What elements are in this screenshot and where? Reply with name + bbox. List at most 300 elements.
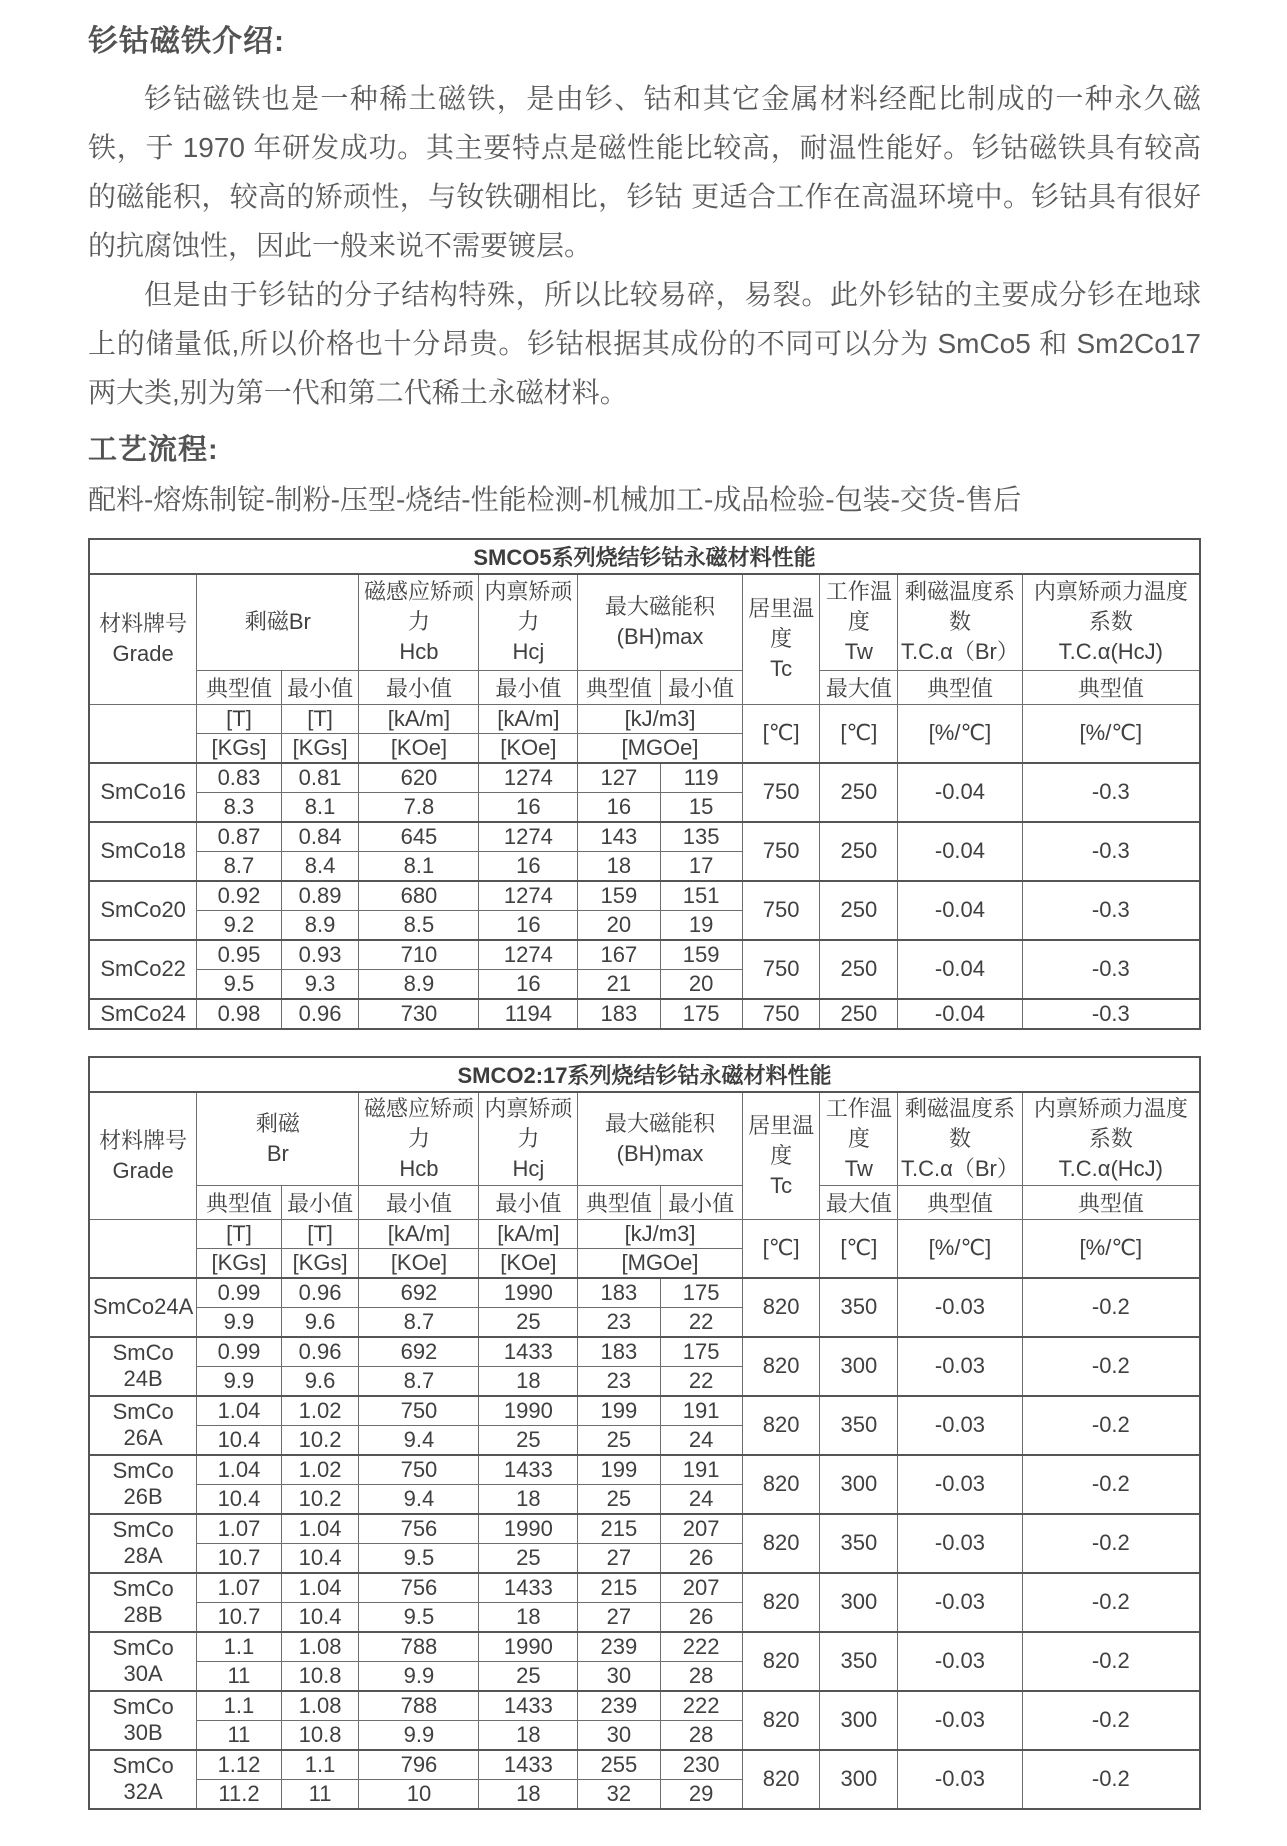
cgs-value-cell: 30 xyxy=(578,1720,660,1750)
si-value-cell: 1433 xyxy=(479,1337,578,1367)
tc-value-cell: 820 xyxy=(742,1278,820,1337)
tc-value-cell: 750 xyxy=(742,763,820,822)
tc-header-line1: 居里温度 xyxy=(748,596,815,652)
tca-br-value-cell: -0.03 xyxy=(898,1750,1022,1809)
si-value-cell: 0.95 xyxy=(197,940,281,970)
tw-value-cell: 300 xyxy=(820,1455,898,1514)
hcb-unit-si: [kA/m] xyxy=(359,1219,479,1248)
si-value-cell: 1.07 xyxy=(197,1514,281,1544)
si-value-cell: 175 xyxy=(660,1337,742,1367)
tca-hcj-value-cell: -0.2 xyxy=(1022,1455,1200,1514)
si-value-cell: 1274 xyxy=(479,822,578,852)
tca-br-header-line2: T.C.α（Br） xyxy=(901,1155,1019,1181)
si-value-cell: 215 xyxy=(578,1514,660,1544)
tca-hcj-value-cell: -0.3 xyxy=(1022,999,1200,1029)
tw-header-line1: 工作温度 xyxy=(825,579,892,635)
cgs-value-cell: 24 xyxy=(660,1425,742,1455)
cgs-value-cell: 20 xyxy=(660,969,742,999)
cgs-value-cell: 10 xyxy=(359,1779,479,1809)
si-value-cell: 1433 xyxy=(479,1750,578,1780)
tw-value-cell: 350 xyxy=(820,1632,898,1691)
si-value-cell: 0.92 xyxy=(197,881,281,911)
si-value-cell: 0.99 xyxy=(197,1337,281,1367)
table-row xyxy=(89,1514,1200,1544)
tca-hcj-value-cell: -0.2 xyxy=(1022,1396,1200,1455)
cgs-value-cell: 8.3 xyxy=(197,792,281,822)
cgs-value-cell: 22 xyxy=(660,1307,742,1337)
grade-cell: SmCo 28A xyxy=(89,1514,197,1573)
bhmax-column-header xyxy=(578,1092,742,1186)
tca-br-header-line2: T.C.α（Br） xyxy=(901,639,1019,665)
hcj-header-line2: Hcj xyxy=(512,1155,545,1181)
table-row xyxy=(89,1632,1200,1662)
tca-br-value-cell: -0.03 xyxy=(898,1573,1022,1632)
tca-br-header-line1: 剩磁温度系数 xyxy=(904,579,1015,635)
cgs-value-cell: 9.6 xyxy=(281,1307,359,1337)
si-value-cell: 175 xyxy=(660,999,742,1029)
cgs-value-cell: 24 xyxy=(660,1484,742,1514)
table-row xyxy=(89,1455,1200,1485)
cgs-value-cell: 27 xyxy=(578,1543,660,1573)
tw-max-label: 最大值 xyxy=(820,1185,898,1219)
hcb-min-label: 最小值 xyxy=(359,670,479,704)
hcb-header-line2: Hcb xyxy=(399,1155,439,1181)
cgs-value-cell: 28 xyxy=(660,1720,742,1750)
hcj-column-header xyxy=(479,574,578,670)
cgs-value-cell: 28 xyxy=(660,1661,742,1691)
si-value-cell: 692 xyxy=(359,1337,479,1367)
cgs-value-cell: 23 xyxy=(578,1307,660,1337)
grade-header-line1: 材料牌号 xyxy=(99,611,188,637)
si-value-cell: 215 xyxy=(578,1573,660,1603)
hcb-header-line2: Hcb xyxy=(399,639,439,665)
grade-cell: SmCo 28B xyxy=(89,1573,197,1632)
tca-hcj-value-cell: -0.2 xyxy=(1022,1514,1200,1573)
cgs-value-cell: 9.5 xyxy=(197,969,281,999)
smco217-table-title: SMCO2:17系列烧结钐钴永磁材料性能 xyxy=(89,1057,1200,1092)
hcb-column-header xyxy=(359,1092,479,1186)
si-value-cell: 680 xyxy=(359,881,479,911)
cgs-value-cell: 25 xyxy=(479,1661,578,1691)
tca-hcj-value-cell: -0.2 xyxy=(1022,1278,1200,1337)
tca-hcj-value-cell: -0.3 xyxy=(1022,940,1200,999)
cgs-value-cell: 8.7 xyxy=(197,851,281,881)
si-value-cell: 191 xyxy=(660,1455,742,1485)
si-value-cell: 183 xyxy=(578,1278,660,1308)
tca-hcj-column-header xyxy=(1022,1092,1200,1186)
br-column-header xyxy=(197,1092,359,1186)
tc-value-cell: 820 xyxy=(742,1632,820,1691)
cgs-value-cell: 9.4 xyxy=(359,1425,479,1455)
cgs-value-cell: 26 xyxy=(660,1602,742,1632)
tca-br-typical-label: 典型值 xyxy=(898,670,1022,704)
si-value-cell: 1.02 xyxy=(281,1396,359,1426)
br-header-line1: 剩磁 xyxy=(255,1110,300,1136)
cgs-value-cell: 27 xyxy=(578,1602,660,1632)
hcb-header-line1: 磁感应矫顽力 xyxy=(363,579,474,635)
tc-unit: [℃] xyxy=(742,1219,820,1278)
cgs-value-cell: 10.4 xyxy=(281,1602,359,1632)
smco5-performance-table xyxy=(88,538,1201,1030)
hcj-unit-cgs: [KOe] xyxy=(479,1248,578,1278)
tc-unit: [℃] xyxy=(742,704,820,763)
hcj-header-line1: 内禀矫顽力 xyxy=(484,579,573,635)
si-value-cell: 207 xyxy=(660,1514,742,1544)
si-value-cell: 151 xyxy=(660,881,742,911)
cgs-value-cell: 30 xyxy=(578,1661,660,1691)
br-min-label: 最小值 xyxy=(281,670,359,704)
smco217-header xyxy=(89,1057,1200,1278)
si-value-cell: 756 xyxy=(359,1573,479,1603)
cgs-value-cell: 25 xyxy=(578,1425,660,1455)
cgs-value-cell: 9.9 xyxy=(359,1720,479,1750)
tca-hcj-value-cell: -0.2 xyxy=(1022,1750,1200,1809)
cgs-value-cell: 10.8 xyxy=(281,1720,359,1750)
tc-value-cell: 750 xyxy=(742,940,820,999)
tca-br-header-line1: 剩磁温度系数 xyxy=(904,1095,1015,1151)
cgs-value-cell: 10.8 xyxy=(281,1661,359,1691)
tca-br-value-cell: -0.03 xyxy=(898,1632,1022,1691)
cgs-value-cell: 18 xyxy=(479,1366,578,1396)
tc-header-line2: Tc xyxy=(770,656,793,682)
si-value-cell: 1274 xyxy=(479,881,578,911)
tw-value-cell: 250 xyxy=(820,881,898,940)
cgs-value-cell: 16 xyxy=(479,910,578,940)
cgs-value-cell: 8.7 xyxy=(359,1307,479,1337)
tw-value-cell: 300 xyxy=(820,1750,898,1809)
tca-br-value-cell: -0.04 xyxy=(898,940,1022,999)
cgs-value-cell: 10.4 xyxy=(197,1425,281,1455)
bhmax-unit-si: [kJ/m3] xyxy=(578,704,742,733)
cgs-value-cell: 9.4 xyxy=(359,1484,479,1514)
cgs-value-cell: 18 xyxy=(479,1602,578,1632)
tca-hcj-unit: [%/℃] xyxy=(1022,704,1200,763)
si-value-cell: 1433 xyxy=(479,1455,578,1485)
si-value-cell: 756 xyxy=(359,1514,479,1544)
grade-cell: SmCo18 xyxy=(89,822,197,881)
hcb-unit-cgs: [KOe] xyxy=(359,1248,479,1278)
cgs-value-cell: 11 xyxy=(281,1779,359,1809)
br-column-header xyxy=(197,574,359,670)
si-value-cell: 620 xyxy=(359,763,479,793)
grade-cell: SmCo24A xyxy=(89,1278,197,1337)
tca-br-column-header xyxy=(898,1092,1022,1186)
cgs-value-cell: 10.2 xyxy=(281,1425,359,1455)
cgs-value-cell: 9.5 xyxy=(359,1543,479,1573)
grade-header-line1: 材料牌号 xyxy=(99,1127,188,1153)
process-flow-line: 配料-熔炼制锭-制粉-压型-烧结-性能检测-机械加工-成品检验-包装-交货-售后 xyxy=(88,484,1022,515)
intro-paragraph-2: 但是由于钐钴的分子结构特殊，所以比较易碎，易裂。此外钐钴的主要成分钐在地球上的储量低,所以价格也十分昂贵。钐钴根据其成份的不同可以分为 SmCo5 和 Sm2Co17 两大类,别为第一代和第二代稀土永磁材料。 xyxy=(88,279,1201,408)
tca-br-value-cell: -0.04 xyxy=(898,822,1022,881)
table-row xyxy=(89,999,1200,1029)
tw-value-cell: 300 xyxy=(820,1337,898,1396)
cgs-value-cell: 32 xyxy=(578,1779,660,1809)
si-value-cell: 1.08 xyxy=(281,1632,359,1662)
cgs-value-cell: 22 xyxy=(660,1366,742,1396)
cgs-value-cell: 10.4 xyxy=(281,1543,359,1573)
cgs-value-cell: 7.8 xyxy=(359,792,479,822)
tca-br-value-cell: -0.03 xyxy=(898,1455,1022,1514)
si-value-cell: 1274 xyxy=(479,763,578,793)
grade-column-header xyxy=(89,574,197,704)
intro-paragraph-1: 钐钴磁铁也是一种稀土磁铁，是由钐、钴和其它金属材料经配比制成的一种永久磁铁，于 1970 年研发成功。其主要特点是磁性能比较高，耐温性能好。钐钴磁铁具有较高的磁能积，较高的矫顽性，与钕铁硼相比，钐钴 更适合工作在高温环境中。钐钴具有很好的抗腐蚀性，因此一般来说不需要镀层。 xyxy=(88,83,1201,261)
cgs-value-cell: 25 xyxy=(479,1543,578,1573)
si-value-cell: 1990 xyxy=(479,1514,578,1544)
cgs-value-cell: 8.7 xyxy=(359,1366,479,1396)
tc-value-cell: 750 xyxy=(742,999,820,1029)
tw-value-cell: 250 xyxy=(820,763,898,822)
tc-value-cell: 820 xyxy=(742,1396,820,1455)
cgs-value-cell: 25 xyxy=(479,1307,578,1337)
tc-value-cell: 750 xyxy=(742,822,820,881)
si-value-cell: 1274 xyxy=(479,940,578,970)
cgs-value-cell: 25 xyxy=(479,1425,578,1455)
tca-br-value-cell: -0.04 xyxy=(898,999,1022,1029)
cgs-value-cell: 9.3 xyxy=(281,969,359,999)
grade-cell: SmCo24 xyxy=(89,999,197,1029)
si-value-cell: 1.04 xyxy=(197,1396,281,1426)
si-value-cell: 1433 xyxy=(479,1691,578,1721)
table-row xyxy=(89,1278,1200,1308)
si-value-cell: 183 xyxy=(578,999,660,1029)
tw-value-cell: 350 xyxy=(820,1396,898,1455)
tca-br-value-cell: -0.04 xyxy=(898,881,1022,940)
bhmax-min-label: 最小值 xyxy=(660,670,742,704)
cgs-value-cell: 20 xyxy=(578,910,660,940)
si-value-cell: 1.1 xyxy=(281,1750,359,1780)
table-row xyxy=(89,1337,1200,1367)
hcb-unit-cgs: [KOe] xyxy=(359,733,479,763)
si-value-cell: 645 xyxy=(359,822,479,852)
grade-header-line2: Grade xyxy=(112,1157,174,1183)
si-value-cell: 750 xyxy=(359,1455,479,1485)
hcb-min-label: 最小值 xyxy=(359,1185,479,1219)
tc-value-cell: 820 xyxy=(742,1691,820,1750)
tc-header-line1: 居里温度 xyxy=(748,1112,815,1168)
cgs-value-cell: 10.4 xyxy=(197,1484,281,1514)
tw-value-cell: 350 xyxy=(820,1514,898,1573)
tca-hcj-value-cell: -0.2 xyxy=(1022,1573,1200,1632)
tw-unit: [℃] xyxy=(820,1219,898,1278)
tca-hcj-unit: [%/℃] xyxy=(1022,1219,1200,1278)
si-value-cell: 0.96 xyxy=(281,1337,359,1367)
cgs-value-cell: 16 xyxy=(479,969,578,999)
tca-br-value-cell: -0.03 xyxy=(898,1691,1022,1750)
cgs-value-cell: 8.9 xyxy=(359,969,479,999)
cgs-value-cell: 9.9 xyxy=(197,1366,281,1396)
hcj-min-label: 最小值 xyxy=(479,1185,578,1219)
tca-br-value-cell: -0.03 xyxy=(898,1514,1022,1573)
bhmax-header-line1: 最大磁能积 xyxy=(605,1110,716,1136)
cgs-value-cell: 8.9 xyxy=(281,910,359,940)
hcb-unit-si: [kA/m] xyxy=(359,704,479,733)
tw-unit: [℃] xyxy=(820,704,898,763)
si-value-cell: 1990 xyxy=(479,1278,578,1308)
br-min-unit-cgs: [KGs] xyxy=(281,1248,359,1278)
cgs-value-cell: 9.5 xyxy=(359,1602,479,1632)
bhmax-unit-cgs: [MGOe] xyxy=(578,733,742,763)
table-row xyxy=(89,763,1200,793)
hcj-unit-si: [kA/m] xyxy=(479,704,578,733)
cgs-value-cell: 16 xyxy=(578,792,660,822)
cgs-value-cell: 9.2 xyxy=(197,910,281,940)
hcj-unit-si: [kA/m] xyxy=(479,1219,578,1248)
br-min-unit-si: [T] xyxy=(281,1219,359,1248)
smco5-header xyxy=(89,539,1200,763)
cgs-value-cell: 21 xyxy=(578,969,660,999)
cgs-value-cell: 8.5 xyxy=(359,910,479,940)
table-row xyxy=(89,822,1200,852)
cgs-value-cell: 29 xyxy=(660,1779,742,1809)
cgs-value-cell: 25 xyxy=(578,1484,660,1514)
grade-header-line2: Grade xyxy=(112,641,174,667)
tca-hcj-header-line1: 内禀矫顽力温度系数 xyxy=(1033,579,1188,635)
cgs-value-cell: 11 xyxy=(197,1720,281,1750)
si-value-cell: 0.84 xyxy=(281,822,359,852)
grade-cell: SmCo22 xyxy=(89,940,197,999)
br-min-unit-cgs: [KGs] xyxy=(281,733,359,763)
si-value-cell: 135 xyxy=(660,822,742,852)
br-typ-unit-si: [T] xyxy=(197,704,281,733)
si-value-cell: 159 xyxy=(578,881,660,911)
cgs-value-cell: 15 xyxy=(660,792,742,822)
tca-hcj-value-cell: -0.3 xyxy=(1022,822,1200,881)
cgs-value-cell: 26 xyxy=(660,1543,742,1573)
grade-cell: SmCo 30B xyxy=(89,1691,197,1750)
tc-header-line2: Tc xyxy=(770,1172,793,1198)
cgs-value-cell: 9.9 xyxy=(197,1307,281,1337)
si-value-cell: 199 xyxy=(578,1396,660,1426)
cgs-value-cell: 10.7 xyxy=(197,1602,281,1632)
grade-cell: SmCo 30A xyxy=(89,1632,197,1691)
grade-cell: SmCo16 xyxy=(89,763,197,822)
table-row xyxy=(89,1396,1200,1426)
br-header-line2: Br xyxy=(266,1140,289,1166)
grade-cell: SmCo20 xyxy=(89,881,197,940)
tw-header-line1: 工作温度 xyxy=(825,1095,892,1151)
tw-header-line2: Tw xyxy=(844,639,873,665)
si-value-cell: 222 xyxy=(660,1691,742,1721)
tw-max-label: 最大值 xyxy=(820,670,898,704)
br-min-unit-si: [T] xyxy=(281,704,359,733)
si-value-cell: 199 xyxy=(578,1455,660,1485)
si-value-cell: 0.99 xyxy=(197,1278,281,1308)
intro-heading: 钐钴磁铁介绍: xyxy=(88,25,285,58)
tca-hcj-value-cell: -0.2 xyxy=(1022,1691,1200,1750)
tc-value-cell: 820 xyxy=(742,1455,820,1514)
hcj-header-line2: Hcj xyxy=(512,639,545,665)
si-value-cell: 1.1 xyxy=(197,1691,281,1721)
cgs-value-cell: 10.2 xyxy=(281,1484,359,1514)
si-value-cell: 1433 xyxy=(479,1573,578,1603)
tca-hcj-value-cell: -0.3 xyxy=(1022,763,1200,822)
tc-value-cell: 820 xyxy=(742,1337,820,1396)
table-row xyxy=(89,1750,1200,1780)
br-min-label: 最小值 xyxy=(281,1185,359,1219)
si-value-cell: 183 xyxy=(578,1337,660,1367)
tca-hcj-header-line2: T.C.α(HcJ) xyxy=(1058,1155,1164,1181)
grade-cell: SmCo 32A xyxy=(89,1750,197,1809)
cgs-value-cell: 17 xyxy=(660,851,742,881)
tw-value-cell: 350 xyxy=(820,1278,898,1337)
si-value-cell: 1.08 xyxy=(281,1691,359,1721)
bhmax-typical-label: 典型值 xyxy=(578,670,660,704)
tca-hcj-value-cell: -0.3 xyxy=(1022,881,1200,940)
hcj-column-header xyxy=(479,1092,578,1186)
tca-br-value-cell: -0.03 xyxy=(898,1337,1022,1396)
tca-br-value-cell: -0.03 xyxy=(898,1278,1022,1337)
si-value-cell: 0.96 xyxy=(281,1278,359,1308)
bhmax-column-header xyxy=(578,574,742,670)
si-value-cell: 692 xyxy=(359,1278,479,1308)
si-value-cell: 1990 xyxy=(479,1632,578,1662)
tw-column-header xyxy=(820,1092,898,1186)
si-value-cell: 796 xyxy=(359,1750,479,1780)
si-value-cell: 0.96 xyxy=(281,999,359,1029)
br-typical-label: 典型值 xyxy=(197,1185,281,1219)
bhmax-unit-cgs: [MGOe] xyxy=(578,1248,742,1278)
cgs-value-cell: 18 xyxy=(479,1779,578,1809)
si-value-cell: 230 xyxy=(660,1750,742,1780)
si-value-cell: 191 xyxy=(660,1396,742,1426)
tc-value-cell: 750 xyxy=(742,881,820,940)
si-value-cell: 222 xyxy=(660,1632,742,1662)
si-value-cell: 1.12 xyxy=(197,1750,281,1780)
smco5-table-title: SMCO5系列烧结钐钴永磁材料性能 xyxy=(89,539,1200,574)
si-value-cell: 1.04 xyxy=(281,1573,359,1603)
hcb-column-header xyxy=(359,574,479,670)
si-value-cell: 0.93 xyxy=(281,940,359,970)
br-header-line1: 剩磁Br xyxy=(244,609,311,635)
cgs-value-cell: 9.9 xyxy=(359,1661,479,1691)
si-value-cell: 0.83 xyxy=(197,763,281,793)
hcj-header-line1: 内禀矫顽力 xyxy=(484,1095,573,1151)
tw-value-cell: 250 xyxy=(820,999,898,1029)
cgs-value-cell: 18 xyxy=(479,1720,578,1750)
tca-hcj-header-line2: T.C.α(HcJ) xyxy=(1058,639,1164,665)
tw-value-cell: 300 xyxy=(820,1573,898,1632)
si-value-cell: 730 xyxy=(359,999,479,1029)
bhmax-header-line1: 最大磁能积 xyxy=(605,594,716,620)
si-value-cell: 710 xyxy=(359,940,479,970)
si-value-cell: 255 xyxy=(578,1750,660,1780)
tc-column-header xyxy=(742,574,820,704)
br-typ-unit-cgs: [KGs] xyxy=(197,733,281,763)
br-typ-unit-si: [T] xyxy=(197,1219,281,1248)
cgs-value-cell: 8.1 xyxy=(281,792,359,822)
tca-br-value-cell: -0.04 xyxy=(898,763,1022,822)
si-value-cell: 167 xyxy=(578,940,660,970)
cgs-value-cell: 16 xyxy=(479,851,578,881)
bhmax-min-label: 最小值 xyxy=(660,1185,742,1219)
tca-hcj-value-cell: -0.2 xyxy=(1022,1632,1200,1691)
table-row xyxy=(89,940,1200,970)
si-value-cell: 0.87 xyxy=(197,822,281,852)
cgs-value-cell: 18 xyxy=(479,1484,578,1514)
si-value-cell: 788 xyxy=(359,1691,479,1721)
si-value-cell: 1.04 xyxy=(197,1455,281,1485)
si-value-cell: 0.98 xyxy=(197,999,281,1029)
cgs-value-cell: 16 xyxy=(479,792,578,822)
tca-br-unit: [%/℃] xyxy=(898,1219,1022,1278)
tc-value-cell: 820 xyxy=(742,1514,820,1573)
tw-header-line2: Tw xyxy=(844,1155,873,1181)
tc-column-header xyxy=(742,1092,820,1220)
grade-cell: SmCo 26A xyxy=(89,1396,197,1455)
tw-column-header xyxy=(820,574,898,670)
hcb-header-line1: 磁感应矫顽力 xyxy=(363,1095,474,1151)
tw-value-cell: 300 xyxy=(820,1691,898,1750)
